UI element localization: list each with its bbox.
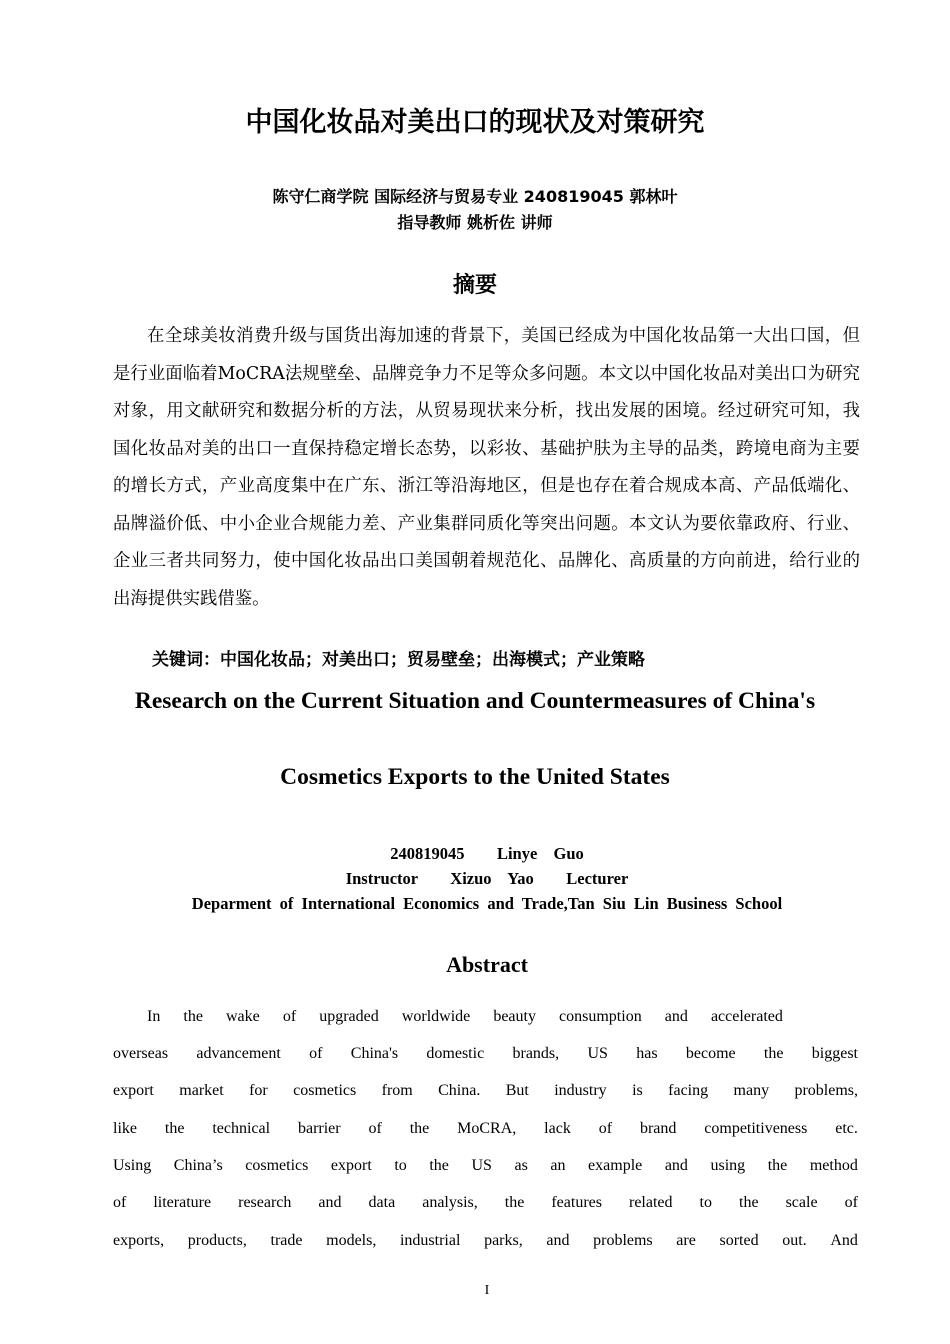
abstract-word: brand (639, 1120, 677, 1137)
english-title-line-2: Cosmetics Exports to the United States (280, 764, 670, 790)
abstract-word: products, (187, 1232, 247, 1249)
english-department-line: Deparment of International Economics and Trade,Tan Siu Lin Business School (191, 894, 783, 913)
abstract-word: is (632, 1082, 643, 1099)
abstract-word: analysis, (422, 1194, 478, 1211)
english-instructor-line: Instructor Xizuo Yao Lecturer (345, 869, 629, 888)
abstract-word: MoCRA, (457, 1120, 517, 1137)
abstract-word: advancement (196, 1045, 281, 1062)
abstract-word: parks, (484, 1232, 523, 1249)
abstract-word: the (767, 1157, 788, 1174)
abstract-word: wake (226, 1008, 260, 1025)
abstract-word: And (830, 1232, 858, 1249)
abstract-word: of (282, 1008, 297, 1025)
abstract-word: models, (326, 1232, 377, 1249)
abstract-word: of (113, 1194, 127, 1211)
abstract-word: China. (438, 1082, 481, 1099)
abstract-word: of (598, 1120, 613, 1137)
abstract-word: export (330, 1157, 372, 1174)
abstract-word: lack (544, 1120, 571, 1137)
abstract-word: biggest (811, 1045, 858, 1062)
abstract-word: barrier (297, 1120, 341, 1137)
abstract-word: competitiveness (704, 1120, 808, 1137)
english-abstract-line (113, 1194, 858, 1212)
page-number: I (484, 1283, 490, 1298)
chinese-title: 中国化妆品对美出口的现状及对策研究 (245, 107, 705, 138)
abstract-word: accelerated (710, 1008, 783, 1025)
abstract-word: method (809, 1157, 858, 1174)
abstract-word: problems, (794, 1082, 858, 1099)
abstract-word: China's (350, 1045, 399, 1062)
abstract-word: and (546, 1232, 570, 1249)
abstract-word: etc. (835, 1120, 858, 1137)
abstract-word: brands, (512, 1045, 560, 1062)
abstract-word: industrial (399, 1232, 461, 1249)
abstract-word: worldwide (401, 1008, 471, 1025)
abstract-word: an (550, 1157, 566, 1174)
abstract-word: China’s (173, 1157, 223, 1174)
abstract-word: and (318, 1194, 342, 1211)
abstract-word: overseas (113, 1045, 169, 1062)
abstract-word: the (183, 1008, 203, 1025)
abstract-word: like (113, 1120, 137, 1137)
abstract-word: features (551, 1194, 602, 1211)
english-abstract-line (113, 1157, 858, 1175)
abstract-word: In (147, 1008, 161, 1025)
abstract-word: the (429, 1157, 449, 1174)
abstract-word: problems (593, 1232, 653, 1249)
abstract-word: domestic (426, 1045, 485, 1062)
abstract-word: the (164, 1120, 185, 1137)
abstract-word: literature (153, 1194, 212, 1211)
abstract-word: scale (785, 1194, 818, 1211)
abstract-word: the (763, 1045, 784, 1062)
abstract-word: of (309, 1045, 323, 1062)
abstract-word: are (676, 1232, 696, 1249)
abstract-word: industry (554, 1082, 607, 1099)
abstract-word: facing (668, 1082, 709, 1099)
abstract-word: the (739, 1194, 759, 1211)
abstract-word: as (514, 1157, 528, 1174)
abstract-word: US (587, 1045, 608, 1062)
abstract-word: upgraded (319, 1008, 379, 1025)
abstract-word: from (381, 1082, 413, 1099)
abstract-word: cosmetics (245, 1157, 309, 1174)
abstract-word: export (113, 1082, 154, 1099)
abstract-word: US (471, 1157, 492, 1174)
abstract-word: cosmetics (293, 1082, 357, 1099)
chinese-advisor-line: 指导教师 姚析佐 讲师 (397, 213, 553, 232)
chinese-abstract-heading: 摘要 (452, 273, 497, 298)
abstract-word: the (504, 1194, 525, 1211)
abstract-word: and (664, 1008, 688, 1025)
abstract-word: has (636, 1045, 658, 1062)
abstract-word: Using (113, 1157, 152, 1174)
abstract-word: sorted (719, 1232, 759, 1249)
english-student-line: 240819045 Linye Guo (390, 844, 584, 863)
abstract-word: exports, (113, 1232, 165, 1249)
english-abstract-line (113, 1232, 858, 1250)
chinese-keywords: 关键词：中国化妆品；对美出口；贸易壁垒；出海模式；产业策略 (152, 650, 645, 670)
abstract-word: and (664, 1157, 688, 1174)
abstract-word: But (505, 1082, 529, 1099)
abstract-word: many (733, 1082, 770, 1099)
abstract-word: research (238, 1194, 292, 1211)
abstract-word: technical (212, 1120, 271, 1137)
abstract-word: the (409, 1120, 430, 1137)
english-title-line-1: Research on the Current Situation and Countermeasures of China's (134, 688, 816, 714)
abstract-word: of (368, 1120, 382, 1137)
abstract-word: to (699, 1194, 712, 1211)
abstract-word: market (179, 1082, 224, 1099)
abstract-word: of (844, 1194, 858, 1211)
chinese-abstract-body: 在全球美妆消费升级与国货出海加速的背景下，美国已经成为中国化妆品第一大出口国，但是行业面临着MoCRA法规壁垒、品牌竞争力不足等众多问题。本文以中国化妆品对美出口为研究对象，用文献研究和数据分析的方法，从贸易现状来分析，找出发展的困境。经过研究可知，我国化妆品对美的出口一直保持稳定增长态势，以彩妆、基础护肤为主导的品类，跨境电商为主要的增长方式，产业高度集中在广东、浙江等沿海地区，但是也存在着合规成本高、产品低端化、品牌溢价低、中小企业合规能力差、产业集群同质化等突出问题。本文认为要依靠政府、行业、企业三者共同努力，使中国化妆品出口美国朝着规范化、品牌化、高质量的方向前进，给行业的出海提供实践借鉴。 (113, 326, 860, 609)
abstract-word: to (394, 1157, 407, 1174)
abstract-word: using (710, 1157, 746, 1174)
abstract-word: data (368, 1194, 396, 1211)
english-abstract-heading: Abstract (446, 952, 528, 977)
english-abstract-line (147, 1008, 783, 1026)
english-abstract-line (113, 1082, 858, 1100)
abstract-word: trade (270, 1232, 303, 1249)
abstract-word: example (588, 1157, 643, 1174)
abstract-word: consumption (559, 1008, 642, 1025)
abstract-word: become (685, 1045, 736, 1062)
abstract-word: for (249, 1082, 268, 1099)
abstract-word: beauty (493, 1008, 536, 1025)
abstract-word: out. (782, 1232, 807, 1249)
english-abstract-line (113, 1045, 858, 1063)
abstract-word: related (629, 1194, 673, 1211)
chinese-author-line: 陈守仁商学院 国际经济与贸易专业 240819045 郭林叶 (272, 187, 678, 206)
english-abstract-line (113, 1120, 858, 1138)
